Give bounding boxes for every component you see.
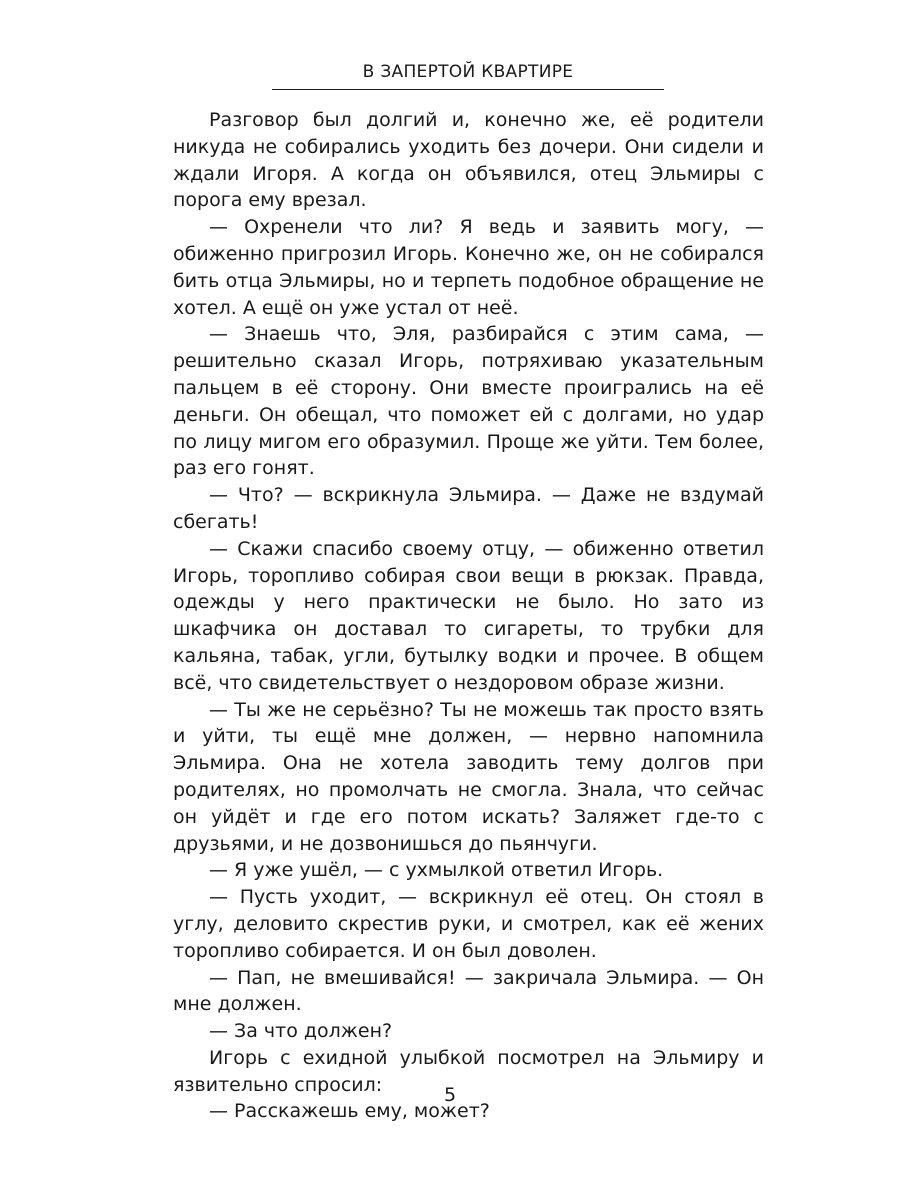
paragraph: — Пап, не вмешивайся! — закричала Эльмира. — Он мне должен. — [173, 966, 764, 1016]
paragraph: — Пусть уходит, — вскрикнул её отец. Он стоял в углу, деловито скрестив руки, и смотрел, как её жених торопливо собирается. И он был доволен. — [173, 886, 764, 962]
paragraph: — Охренели что ли? Я ведь и заявить могу, — обиженно пригрозил Игорь. Конечно же, он не собирался бить отца Эльмиры, но и терпеть подобное обращение не хотел. А ещё он уже устал от неё. — [173, 216, 764, 319]
paragraph: Разговор был долгий и, конечно же, её родители никуда не собирались уходить без дочери. Они сидели и ждали Игоря. А когда он объявился, отец Эльмиры с порога ему врезал. — [173, 109, 764, 212]
body-text — [173, 107, 764, 1125]
paragraph: — Что? — вскрикнула Эльмира. — Даже не вздумай сбегать! — [173, 484, 764, 533]
paragraph: — Знаешь что, Эля, разбирайся с этим сама, — решительно сказал Игорь, потряхиваю указательным пальцем в её сторону. Они вместе проигрались на её деньги. Он обещал, что поможет ей с долгами, но удар по лицу мигом его образумил. Проще же уйти. Тем более, раз его гонят. — [173, 323, 764, 480]
paragraph: — Ты же не серьёзно? Ты не можешь так просто взять и уйти, ты ещё мне должен, — нервно напомнила Эльмира. Она не хотела заводить тему долгов при родителях, но промолчать не смогла. Знала, что сейчас он уйдёт и где его потом искать? Заляжет где-то с друзьями, и не дозвонишься до пьянчуги. — [173, 698, 764, 855]
paragraph: — Скажи спасибо своему отцу, — обиженно ответил Игорь, торопливо собирая свои вещи в рюкзак. Правда, одежды у него практически не было. Но зато из шкафчика он доставал то сигареты, то трубки для кальяна, табак, угли, бутылку водки и прочее. В общем всё, что свидетельствует о нездоровом образе жизни. — [173, 537, 764, 694]
paragraph: — За что должен? — [209, 1020, 393, 1043]
paragraph: — Я уже ушёл, — с ухмылкой ответил Игорь. — [209, 859, 664, 882]
running-title: В ЗАПЕРТОЙ КВАРТИРЕ — [362, 62, 574, 82]
paragraph: — Расскажешь ему, может? — [209, 1100, 490, 1123]
paragraph: Игорь с ехидной улыбкой посмотрел на Эльмиру и язвительно спросил: — [173, 1046, 764, 1096]
header-rule — [272, 89, 664, 90]
page-number: 5 — [443, 1084, 457, 1106]
